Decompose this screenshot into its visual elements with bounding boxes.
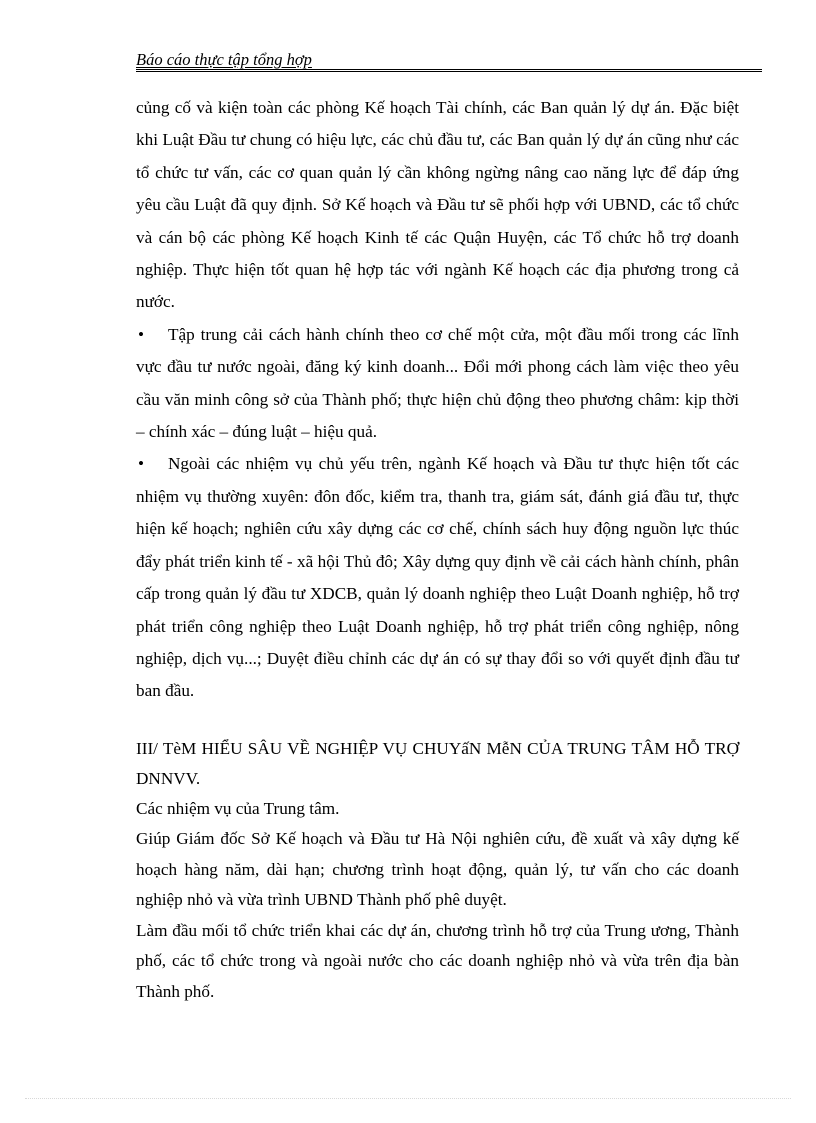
body-paragraph: củng cố và kiện toàn các phòng Kế hoạch Tài chính, các Ban quản lý dự án. Đặc biệt khi Luật Đầu tư chung có hiệu lực, các chủ đầu tư, các Ban quản lý dự án cũng như các tổ chức tư vấn, các cơ quan quản lý cần không ngừng nâng cao năng lực để đáp ứng yêu cầu Luật đã quy định. Sở Kế hoạch và Đầu tư sẽ phối hợp với UBND, các tổ chức và cán bộ các phòng Kế hoạch Kinh tế các Quận Huyện, các Tổ chức hỗ trợ doanh nghiệp. Thực hiện tốt quan hệ hợp tác với ngành Kế hoạch các địa phương trong cả nước. xyxy=(136,98,739,312)
document-body xyxy=(136,92,739,1007)
header-double-rule xyxy=(136,69,762,72)
bullet-icon: • xyxy=(138,454,145,474)
page-bottom-border xyxy=(25,1098,791,1099)
section-paragraph: Làm đầu mối tổ chức triển khai các dự án, chương trình hỗ trợ của Trung ương, Thành phố, các tổ chức trong và ngoài nước cho các doanh nghiệp nhỏ và vừa trên địa bàn Thành phố. xyxy=(136,920,739,1001)
section-paragraph: Giúp Giám đốc Sở Kế hoạch và Đầu tư Hà Nội nghiên cứu, đề xuất và xây dựng kế hoạch hàng năm, dài hạn; chương trình hoạt động, quản lý, tư vấn cho các doanh nghiệp nhỏ và vừa trình UBND Thành phố phê duyệt. xyxy=(136,829,739,910)
bullet-item xyxy=(136,448,739,707)
spacer xyxy=(136,708,739,734)
bullet-text: Ngoài các nhiệm vụ chủ yếu trên, ngành Kế hoạch và Đầu tư thực hiện tốt các nhiệm vụ thường xuyên: đôn đốc, kiểm tra, thanh tra, giám sát, đánh giá đầu tư, thực hiện kế hoạch; nghiên cứu xây dựng các cơ chế, chính sách huy động nguồn lực thúc đẩy phát triển kinh tế - xã hội Thủ đô; Xây dựng quy định về cải cách hành chính, phân cấp trong quản lý đầu tư XDCB, quản lý doanh nghiệp theo Luật Doanh nghiệp, hỗ trợ phát triển công nghiệp theo Luật Doanh nghiệp, hỗ trợ phát triển công nghiệp, nông nghiệp, dịch vụ...; Duyệt điều chỉnh các dự án có sự thay đổi so với quyết định đầu tư ban đầu. xyxy=(136,454,739,701)
header-title: Báo cáo thực tập tổng hợp xyxy=(136,50,312,69)
page-header xyxy=(136,50,762,70)
section-heading: III/ TèM HIỂU SÂU VỀ NGHIỆP VỤ CHUYấN MễN CỦA TRUNG TÂM HỖ TRỢ DNNVV. xyxy=(136,738,739,788)
section-subheading: Các nhiệm vụ của Trung tâm. xyxy=(136,798,340,818)
bullet-text: Tập trung cải cách hành chính theo cơ chế một cửa, một đầu mối trong các lĩnh vực đầu tư nước ngoài, đăng ký kinh doanh... Đổi mới phong cách làm việc theo yêu cầu văn minh công sở của Thành phố; thực hiện chủ động theo phương châm: kịp thời – chính xác – đúng luật – hiệu quả. xyxy=(136,324,739,442)
bullet-item xyxy=(136,319,739,449)
bullet-icon: • xyxy=(138,324,145,344)
